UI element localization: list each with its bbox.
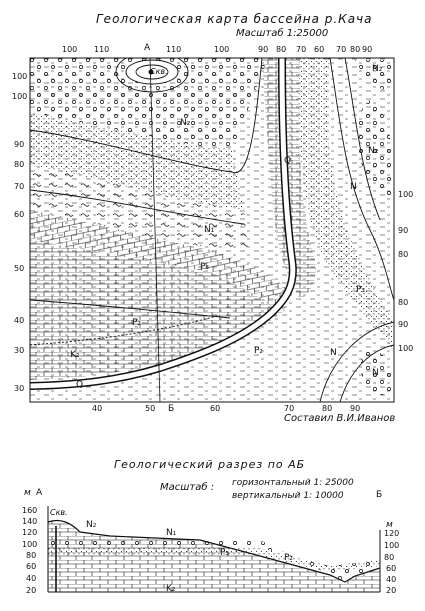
section-horizontal-scale: горизонтальный 1: 25000: [232, 478, 354, 488]
contour-label: 80: [322, 404, 333, 413]
cross-section: [48, 506, 380, 592]
contour-label: 80: [276, 45, 287, 54]
section-letter-b-label: Б: [376, 490, 383, 500]
section-tick-label: 100: [22, 540, 38, 549]
river-q-label: Q: [284, 156, 292, 166]
section-letter-b: Б: [168, 404, 175, 414]
contour-label: 80: [350, 45, 361, 54]
section-vertical-scale: вертикальный 1: 10000: [232, 491, 344, 501]
section-formation-n1: N₁: [166, 528, 177, 538]
formation-n1-label: N₁: [204, 225, 215, 235]
contour-label: 70: [296, 45, 307, 54]
formation-n3-label: N: [372, 368, 379, 378]
contour-label: 80: [14, 160, 25, 169]
section-tick-label: 80: [384, 553, 395, 562]
section-tick-label: 80: [26, 551, 37, 560]
well-label: Скв.: [150, 67, 168, 76]
section-left-unit: м: [24, 488, 31, 498]
formation-n-east-label: N: [350, 182, 357, 192]
contour-label: 40: [92, 404, 103, 413]
contour-label: 90: [398, 226, 409, 235]
section-tick-label: 40: [386, 575, 397, 584]
contour-label: 30: [14, 384, 25, 393]
contour-label: 100: [12, 72, 28, 81]
contour-label: 110: [94, 45, 110, 54]
contour-label: 90: [258, 45, 269, 54]
contour-label: 50: [145, 404, 156, 413]
contour-label: 100: [12, 92, 28, 101]
contour-label: 70: [14, 182, 25, 191]
section-tick-label: 20: [386, 586, 397, 595]
section-tick-label: 100: [384, 541, 400, 550]
contour-label: 80: [398, 298, 409, 307]
formation-k2-label: K₂: [70, 350, 80, 360]
formation-n2-east-label: N₂: [368, 146, 379, 156]
section-tick-label: 120: [22, 528, 38, 537]
contour-label: 40: [14, 316, 25, 325]
contour-label: 70: [336, 45, 347, 54]
map-title: Геологическая карта бассейна р.Кача: [96, 12, 373, 26]
section-title: Геологический разрез по АБ: [114, 458, 306, 471]
section-tick-label: 60: [386, 564, 397, 573]
section-tick-label: 40: [26, 574, 37, 583]
section-tick-label: 140: [22, 517, 38, 526]
section-right-unit: м: [386, 520, 393, 530]
contour-label: 90: [350, 404, 361, 413]
section-formation-p2: P₂: [284, 553, 294, 563]
contour-label: 110: [166, 45, 182, 54]
section-letter-a: А: [144, 43, 151, 53]
formation-p3-east-label: P₃: [356, 285, 366, 295]
section-tick-label: 60: [26, 562, 37, 571]
formation-n2-label: N₂: [180, 118, 191, 128]
contour-label: 60: [210, 404, 221, 413]
contour-label: 50: [14, 264, 25, 273]
formation-p3-label: P₃: [200, 262, 210, 272]
contour-label: 70: [284, 404, 295, 413]
section-bedrock: [48, 520, 380, 592]
contour-label: 90: [14, 140, 25, 149]
contour-label: 90: [362, 45, 373, 54]
contour-label: 60: [14, 210, 25, 219]
formation-p2-label: P₂: [132, 318, 142, 328]
section-well-label: Скв.: [50, 508, 68, 517]
formation-n-south-label: N: [330, 348, 337, 358]
section-scale-label: Масштаб :: [160, 482, 215, 493]
contour-label: 90: [398, 320, 409, 329]
section-formation-k2: K₂: [166, 584, 176, 594]
map-scale: Масштаб 1:25000: [236, 28, 329, 39]
contour-label: 80: [398, 250, 409, 259]
contour-label: 100: [398, 344, 414, 353]
section-formation-p3: P₃: [220, 548, 230, 558]
map-author: Составил В.И.Иванов: [284, 413, 396, 424]
section-letter-a-label: А: [36, 488, 43, 498]
contour-label: 100: [214, 45, 230, 54]
contour-label: 100: [398, 190, 414, 199]
contour-label: 30: [14, 346, 25, 355]
formation-n2-northeast-label: N₂: [372, 64, 383, 74]
section-tick-label: 120: [384, 529, 400, 538]
section-tick-label: 160: [22, 506, 38, 515]
contour-label: 100: [62, 45, 78, 54]
contour-label: 60: [314, 45, 325, 54]
section-formation-n2: N₂: [86, 520, 97, 530]
formation-p2-south-label: P₂: [254, 346, 264, 356]
section-tick-label: 20: [26, 586, 37, 595]
river-q-south-label: Q: [76, 380, 84, 390]
